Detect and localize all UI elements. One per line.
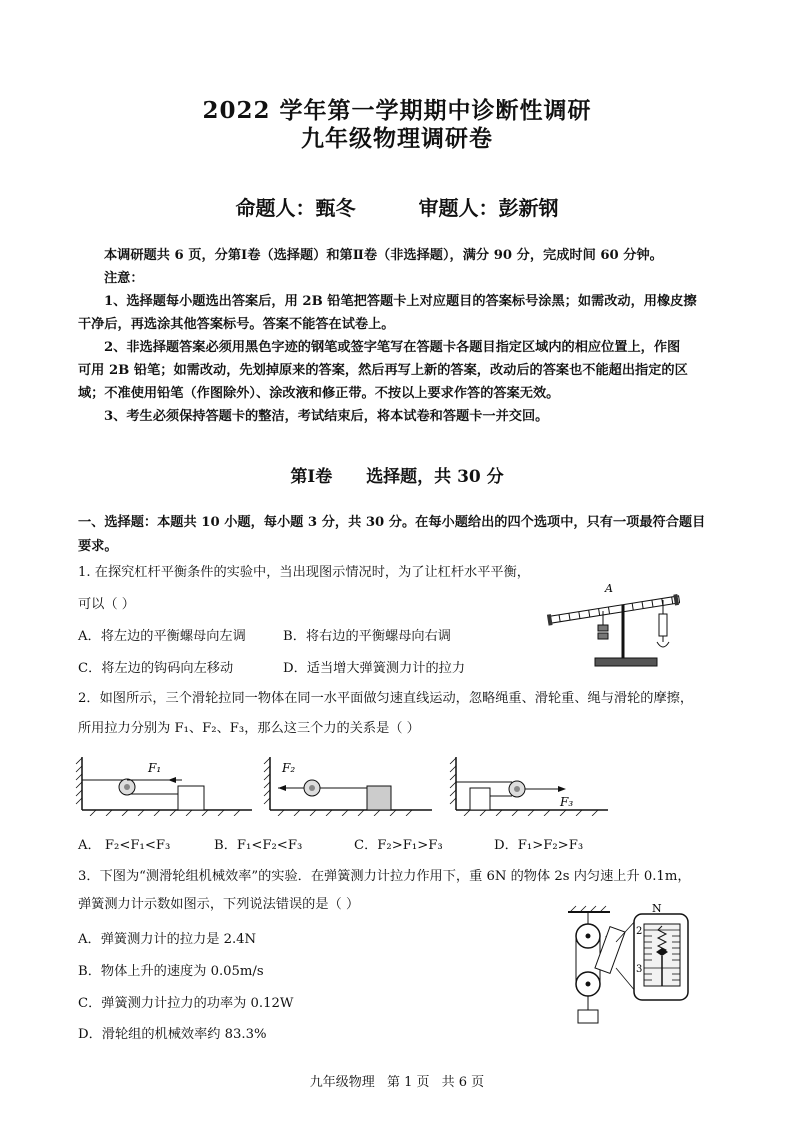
exam-title: 2022 学年第一学期期中诊断性调研 [202,97,592,124]
q2-stem-b: 所用拉力分别为 F₁、F₂、F₃，那么这三个力的关系是（ ） [78,721,420,736]
weight-block [578,1010,598,1023]
q2-option-b[interactable]: B．F₁<F₂<F₃ [214,838,303,853]
q1-option-b[interactable]: B．将右边的平衡螺母向右调 [283,629,451,644]
exam-subtitle: 九年级物理调研卷 [301,125,493,152]
section-desc-a: 一、选择题：本题共 10 小题，每小题 3 分，共 30 分。在每小题给出的四个选项中，只有一项最符合题目 [78,515,706,530]
notice-label: 注意： [104,271,144,286]
section-desc-b: 要求。 [78,539,118,554]
lever-base [595,658,657,666]
pulley-figures [72,752,612,816]
pulley-figure-1 [76,757,252,816]
q2-option-d[interactable]: D．F₁>F₂>F₃ [494,838,584,853]
q3-stem-b: 弹簧测力计示数如图示，下列说法错误的是（ ） [78,897,360,912]
hook-weight [598,625,608,631]
spring-scale [659,614,667,636]
q1-option-d[interactable]: D．适当增大弹簧测力计的拉力 [283,661,466,676]
footer-subject: 九年级物理 [309,1075,375,1090]
pulley-figure-3 [450,757,608,816]
pulley-block-figure [560,902,700,1026]
footer-total: 共 6 页 [441,1075,485,1090]
force-f3-label: F₃ [560,795,574,809]
q2-option-c[interactable]: C．F₂>F₁>F₃ [354,838,443,853]
lever-point-label: A [605,582,613,595]
force-f1-label: F₁ [148,761,162,775]
q1-stem-b: 可以（ ） [78,597,135,612]
lever-figure [545,580,680,670]
author: 命题人：甄冬 [235,196,356,220]
scale-tick-2: 2 [636,926,643,937]
force-f2-label: F₂ [282,761,296,775]
instruction-1a: 1、选择题每小题选出答案后，用 2B 铅笔把答题卡上对应题目的答案标号涂黑；如需改动，用橡皮擦 [104,294,697,309]
instruction-3: 3、考生必须保持答题卡的整洁，考试结束后，将本试卷和答题卡一并交回。 [104,409,549,424]
q2-option-a[interactable]: A． F₂<F₁<F₃ [78,838,171,853]
section-title [0,462,794,487]
q3-option-d[interactable]: D．滑轮组的机械效率约 83.3% [78,1027,267,1042]
hook-weight [598,633,608,639]
q1-option-a[interactable]: A．将左边的平衡螺母向左调 [78,629,246,644]
q3-option-b[interactable]: B．物体上升的速度为 0.05m/s [78,964,264,979]
block [470,788,490,810]
section-name: 选择题，共 30 分 [366,467,504,487]
reviewer: 审题人：彭新钢 [418,196,559,220]
instruction-2a: 2、非选择题答案必须用黑色字迹的钢笔或签字笔写在答题卡各题目指定区域内的相应位置上，作图 [104,340,681,355]
q3-option-a[interactable]: A．弹簧测力计的拉力是 2.4N [78,932,257,947]
pulley-figure-2 [264,757,432,816]
hand-icon [657,636,669,647]
instructions-intro: 本调研题共 6 页，分第Ⅰ卷（选择题）和第Ⅱ卷（非选择题），满分 90 分，完成时间 60 分钟。 [104,248,663,263]
q1-stem-a: 1. 在探究杠杆平衡条件的实验中，当出现图示情况时，为了让杠杆水平平衡， [78,565,530,580]
q3-stem-a: 3．下图为“测滑轮组机械效率”的实验．在弹簧测力计拉力作用下，重 6N 的物体 2s 内匀速上升 0.1m， [78,869,691,884]
section-part: 第Ⅰ卷 [290,467,333,487]
footer-page: 第 1 页 [386,1075,430,1090]
block [367,786,391,810]
instruction-2b: 可用 2B 铅笔；如需改动，先划掉原来的答案，然后再写上新的答案，改动后的答案也不能超出指定的区 [78,363,688,378]
page-footer [0,1071,794,1090]
q2-stem-a: 2．如图所示，三个滑轮拉同一物体在同一水平面做匀速直线运动，忽略绳重、滑轮重、绳与滑轮的摩擦， [78,691,694,706]
instruction-1b: 干净后，再选涂其他答案标号。答案不能答在试卷上。 [78,317,395,332]
scale-unit: N [652,902,662,915]
instruction-2c: 域；不准使用铅笔（作图除外）、涂改液和修正带。不按以上要求作答的答案无效。 [78,386,560,401]
authors-line [0,192,794,221]
block [178,786,204,810]
q3-option-c[interactable]: C．弹簧测力计拉力的功率为 0.12W [78,996,294,1011]
scale-tick-3: 3 [636,964,643,975]
q1-option-c[interactable]: C．将左边的钩码向左移动 [78,661,234,676]
